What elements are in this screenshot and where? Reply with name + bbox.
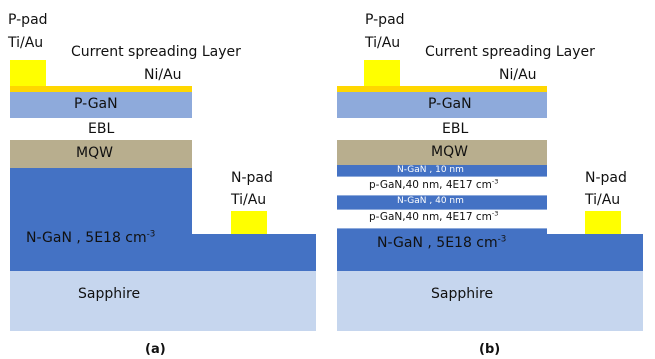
diagram-b: [327, 0, 647, 359]
p-pad-metal-label: Ti/Au: [8, 35, 44, 51]
n-gan-label: N-GaN , 5E18 $cm^{-3}$: [377, 234, 507, 251]
p-pad-label: P-pad: [8, 12, 48, 28]
sapphire-layer: [10, 271, 316, 331]
n-gan-label: N-GaN , 5E18 $cm^{-3}$: [26, 229, 156, 246]
mqw-label: MQW: [76, 145, 113, 161]
p-gan-label: P-GaN: [74, 96, 118, 112]
sapphire-label: Sapphire: [431, 286, 494, 302]
n-pad-metal-label: Ti/Au: [231, 192, 267, 208]
p-gan-thin-label-1: p-GaN,40 nm, 4E17 $cm^{-3}$: [369, 177, 499, 191]
n-gan-layer: [10, 168, 192, 271]
n-pad-contact: [231, 211, 267, 234]
ni-au-label: Ni/Au: [499, 67, 537, 83]
p-pad-label: P-pad: [365, 12, 405, 28]
ni-au-label: Ni/Au: [144, 67, 182, 83]
p-gan-thin-label-2: p-GaN,40 nm, 4E17 $cm^{-3}$: [369, 209, 499, 223]
current-spreading-label: Current spreading Layer: [71, 44, 241, 60]
n-pad-metal-label: Ti/Au: [585, 192, 621, 208]
diagram-a: [0, 0, 320, 359]
sapphire-label: Sapphire: [78, 286, 141, 302]
ebl-label: EBL: [88, 121, 115, 137]
n-pad-label: N-pad: [585, 170, 627, 186]
n-pad-label: N-pad: [231, 170, 273, 186]
n-gan-mesa-floor: [192, 234, 316, 271]
ni-au-layer: [10, 86, 192, 92]
caption-b: (b): [479, 342, 501, 357]
n-gan-thin-label-2: N-GaN , 40 nm: [397, 196, 464, 206]
n-pad-contact: [585, 211, 621, 234]
ni-au-layer: [337, 86, 547, 92]
mqw-label: MQW: [431, 144, 468, 160]
current-spreading-label: Current spreading Layer: [425, 44, 595, 60]
n-gan-thin-label-1: N-GaN , 10 nm: [397, 165, 464, 175]
p-pad-contact: [10, 60, 46, 86]
p-pad-contact: [364, 60, 400, 86]
caption-a: (a): [145, 342, 166, 357]
ebl-label: EBL: [442, 121, 469, 137]
n-gan-mesa-floor: [547, 234, 643, 271]
p-gan-label: P-GaN: [428, 96, 472, 112]
p-pad-metal-label: Ti/Au: [365, 35, 401, 51]
